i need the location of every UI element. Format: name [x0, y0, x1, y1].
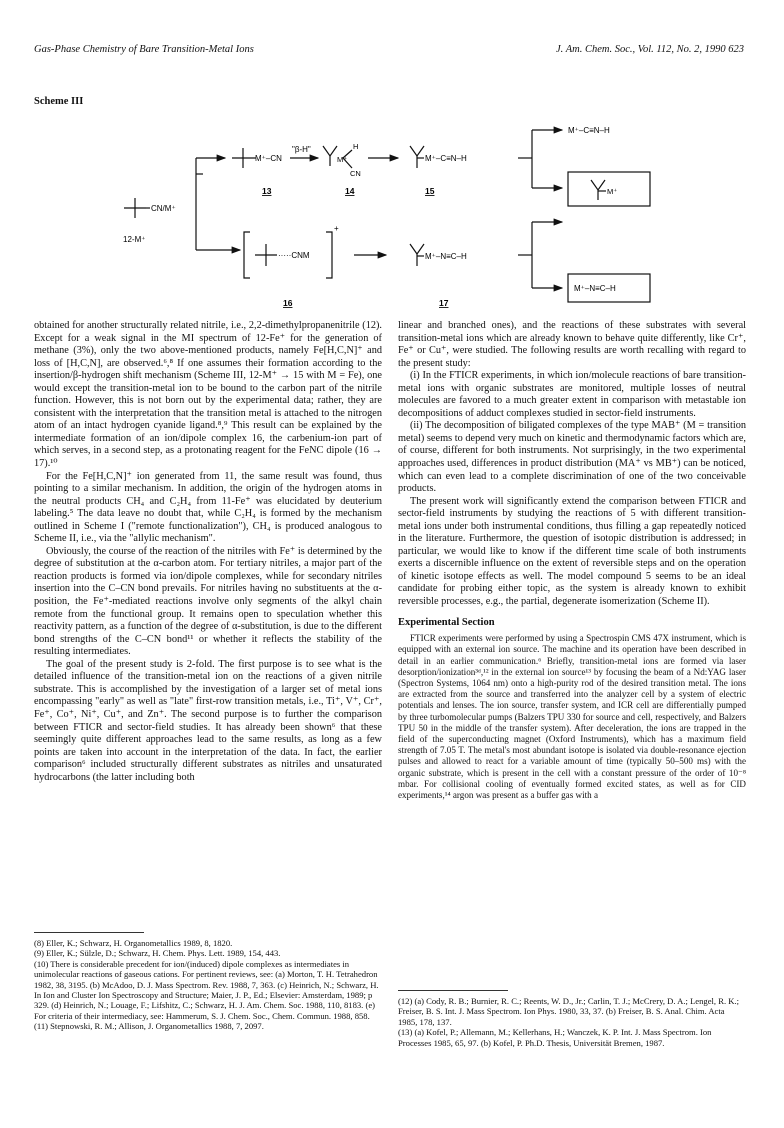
paragraph: (i) In the FTICR experiments, in which ion/molecule reactions of bare transition-metal ions with organic substrates are monitored, multiple losses of neutral molecules are favored to a much greater extent in comparison with metastable ion decompositions of adduct complexes studied in sector-field instruments. [398, 370, 746, 419]
beta-h-arrow-label: "β-H" [292, 145, 311, 154]
compound-number-13: 13 [262, 186, 272, 196]
footnote: (12) (a) Cody, R. B.; Burnier, R. C.; Reents, W. D., Jr.; Carlin, T. J.; McCrery, D. A.; Lengel, R. K.; Freiser, B. S. Int. J. Mass Spectrom. Ion Phys. 1980, 33, 37. (b) Freiser, B. S. Anal. Chim. Acta 1985, 178, 137. [398, 996, 739, 1027]
compound-number-16: 16 [283, 298, 293, 308]
product-1-label: M⁺–C≡N–H [568, 126, 610, 135]
left-column [34, 320, 382, 784]
paragraph: For the Fe[H,C,N]⁺ ion generated from 11, the same result was found, thus pointing to a similar mechanism. In addition, the origin of the hydrogen atoms in the neutral products CH₄ and C₂H₄ from 11-Fe⁺ was elucidated by deuterium labeling.⁵ The data leave no doubt that, while C₂H₄ is formed by the mechanism outlined in Scheme I ("remote functionalization"), CH₄ is produced analogous to Scheme II, i.e., via the "allylic mechanism". [34, 470, 382, 545]
scheme-label: Scheme III [34, 96, 84, 107]
footnote: (13) (a) Kofel, P.; Allemann, M.; Kellerhans, H.; Wanczek, K. P. Int. J. Mass Spectrom. Ion Processes 1985, 65, 97. (b) Kofel, P. Ph.D. Thesis, Universität Bremen, 1987. [398, 1027, 712, 1048]
paragraph: The present work will significantly extend the comparison between FTICR and sector-field instruments by studying the reactions of 5 with different transition-metal ions under both instrumental conditions, thus filling a gap repeatedly noticed in the literature. Furthermore, the question of isotopic distribution is addressed; in particular, we would like to know if the different time scale of both instruments exerts a discernible influence on the extent of reversible steps and on the operation of kinetic isotope effects as well. The model compound 5 seems to be an ideal candidate for probing either topic, as the system is already known to exhibit reversible processes, e.g., the partial, degenerate isomerization (Scheme II). [398, 495, 746, 608]
product-3-label: M⁺–N≡C–H [574, 284, 616, 293]
footnotes-right [398, 996, 746, 1048]
compound-14-h: H [353, 142, 359, 151]
compound-16-charge: + [334, 224, 339, 233]
start-number: 12-M⁺ [123, 235, 146, 244]
footnote-rule [34, 932, 144, 933]
running-header-left: Gas-Phase Chemistry of Bare Transition-Metal Ions [34, 44, 254, 55]
paragraph: (ii) The decomposition of biligated complexes of the type MAB⁺ (M = transition metal) seems to depend very much on kinetic and thermodynamic factors which are, of course, different for both instruments. Not surprisingly, in the two experimental approaches used, differences in product distribution (MA⁺ vs MB⁺) can be noticed, which can even lead to a complete discrimination of one of the two conceivable products. [398, 420, 746, 495]
compound-number-17: 17 [439, 298, 449, 308]
compound-13-label: M⁺–CN [255, 154, 282, 163]
paragraph: linear and branched ones), and the reactions of these substrates with several transition-metal ions which are already known to behave quite differently, like Cr⁺, Fe⁺ or Cu⁺, were studied. The following results are worth recalling with regard to the present study: [398, 320, 746, 369]
paragraph: Obviously, the course of the reaction of the nitriles with Fe⁺ is determined by the degree of substitution at the α-carbon atom. For tertiary nitriles, a major part of the reaction products is formed via ion/dipole complexes, while for secondary nitriles insertion into the C–CN bond prevails. For nitriles having no substituents at the α-position, the Fe⁺-mediated reactions involve only segments of the alkyl chain remote from the functional group. It remains open to speculation whether this reactivity pattern, as a function of the degree of α-substitution, is due to the different bond strengths of the C–CN bond¹¹ or whether it reflects the stability of the resulting intermediates. [34, 545, 382, 658]
paragraph: obtained for another structurally related nitrile, i.e., 2,2-dimethylpropanenitrile (12). Except for a weak signal in the MI spectrum of 12-Fe⁺ for the generation of methane (3%), only the two above-mentioned products, namely Fe[H,C,N]⁺ and loss of [H,C,N], are observed.⁶,⁸ If one assumes their formation according to the insertion/β-hydrogen shift mechanism (Scheme III, 12-M⁺ → 15 with M = Fe), one would except the transition-metal ion to be bound to the carbon part of the nitrile function. However, this is not born out by the experimental data; rather, they are consistent with the interpretation that the transition metal is attached to the nitrogen atom of an intact hydrogen cyanide ligand.⁸,⁹ This result can be explained by the intermediate formation of an ion/dipole complex 16, the carbenium-ion part of which serves, in a second step, as a protonating reagent for the FeNC dipole (16 → 17).¹⁰ [34, 320, 382, 470]
compound-17-label: M⁺–N≡C–H [425, 252, 467, 261]
section-heading: Experimental Section [398, 616, 495, 628]
footnote: (10) There is considerable precedent for ion/(induced) dipole complexes as intermediates in unimolecular reactions of gaseous cations. For pertinent reviews, see: (a) Morton, T. H. Tetrahedron 1982, 38, 3195. (b) McAdoo, D. J. Mass Spectrom. Rev. 1988, 7, 363. (c) Heinrich, N.; Schwarz, H. In Ion and Cluster Ion Spectroscopy and Structure; Maier, J. P., Ed.; Elsevier: Amsterdam, 1989; p 329. (d) Heinrich, N.; Louage, F.; Lifshitz, C.; Schwarz, H. J. Am. Chem. Soc. 1988, 110, 8183. (e) For criteria of their intermediacy, see: Hammerum, S. J. Chem. Soc., Chem. Commun. 1988, 858. [34, 958, 379, 1021]
start-label: CN/M⁺ [151, 204, 176, 213]
compound-15-label: M⁺–C≡N–H [425, 154, 467, 163]
compound-14-metal: M⁺ [337, 155, 348, 164]
footnote: (9) Eller, K.; Sülzle, D.; Schwarz, H. Chem. Phys. Lett. 1989, 154, 443. [34, 948, 281, 959]
compound-16-label: ·····CNM [278, 251, 310, 260]
footnote: (8) Eller, K.; Schwarz, H. Organometallics 1989, 8, 1820. [34, 938, 233, 948]
footnote: (11) Stepnowski, R. M.; Allison, J. Organometallics 1988, 7, 2097. [34, 1021, 264, 1032]
paragraph: FTICR experiments were performed by using a Spectrospin CMS 47X instrument, which is equipped with an external ion source. The machine and its operation have been described in detail in an earlier communication.⁶ Briefly, transition-metal ions are formed via laser desorption/ionization³ᵈ,¹² in the external ion source¹³ by focusing the beam of a Nd:YAG laser (Spectron Systems, 1064 nm) onto a high-purity rod of the desired transition metal. The ions are extracted from the source and transferred into the analyzer cell by a system of electric potentials and lenses. The ion source, transfer system, and ICR cell are differentially pumped by three turbomolecular pumps (Balzers TPU 330 for source and cell, respectively, and Balzers TPU 50 in the middle of the transfer system). After deceleration, the ions are trapped in the field of the superconducting magnet (Oxford Instruments), which has a maximum field strength of 7.05 T. The metal's most abundant isotope is isolated via double-resonance ejection pulses and allowed to react for a variable amount of time (typically 50–500 ms) with the organic substrate, which is present in the cell with a constant pressure of the order of 10⁻⁸ mbar. For collisional cooling of eventually formed excited states, as well as for CID experiments,¹⁴ argon was present as a buffer gas with a [398, 633, 746, 800]
compound-14-cn: CN [350, 169, 361, 178]
compound-number-14: 14 [345, 186, 355, 196]
right-column [398, 320, 746, 801]
reaction-scheme [0, 110, 784, 320]
footnote-rule [398, 990, 508, 991]
compound-number-15: 15 [425, 186, 435, 196]
paragraph: The goal of the present study is 2-fold. The first purpose is to see what is the detailed influence of the transition-metal ion on the reactions of a given nitrile substrate. This is accomplished by the investigation of a larger set of metal ions encompassing "early" as well as "late" first-row transition metals, i.e., Ti⁺, V⁺, Cr⁺, Fe⁺, Co⁺, Ni⁺, Cu⁺, and Zn⁺. The second purpose is to further the comparison between FTICR and sector-field studies. It has already been shown⁶ that these seemingly quite different approaches lead to the same results, as long as a few points are taken into account in the interpretation of the data. In fact, the earlier comparison⁶ included structurally different substrates as nitriles and unsaturated hydrocarbons (the latter including both [34, 658, 382, 783]
running-header-right: J. Am. Chem. Soc., Vol. 112, No. 2, 1990 623 [555, 44, 744, 55]
footnotes-left [34, 938, 382, 1032]
product-2-label: M⁺ [607, 187, 618, 196]
